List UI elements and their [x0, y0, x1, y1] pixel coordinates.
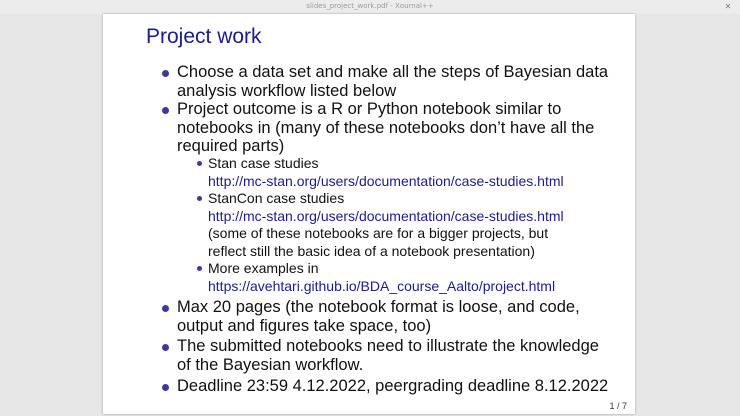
bullet-line: Deadline 23:59 4.12.2022, peergrading deadline 8.12.2022: [177, 377, 609, 395]
stancon-link[interactable]: http://mc-stan.org/users/documentation/case-studies.html: [208, 207, 564, 224]
bullet-item: [177, 298, 580, 335]
sub-bullet-note: reflect still the basic idea of a notebook presentation): [208, 242, 535, 259]
bullet-icon: [162, 70, 169, 77]
bullet-line: notebooks in (many of these notebooks don’t have all the: [177, 118, 595, 137]
sub-bullet-item: [208, 155, 564, 190]
bullet-item: [177, 377, 608, 396]
sub-bullet-label: More examples in: [208, 260, 319, 276]
bullet-item: [177, 337, 599, 374]
bullet-line: analysis workflow listed below: [177, 81, 397, 100]
bullet-line: Max 20 pages (the notebook format is loose, and code,: [177, 298, 580, 316]
window-titlebar: [0, 0, 740, 14]
sub-bullet-icon: [197, 266, 202, 271]
project-examples-link[interactable]: https://avehtari.github.io/BDA_course_Aalto/project.html: [208, 277, 556, 294]
bullet-item: [177, 63, 608, 100]
pdf-page: [103, 14, 635, 414]
sub-bullet-label: StanCon case studies: [208, 190, 345, 206]
bullet-line: Choose a data set and make all the steps of Bayesian data: [177, 63, 609, 81]
document-viewer[interactable]: [0, 14, 740, 416]
sub-bullet-item: [208, 260, 555, 295]
sub-bullet-icon: [197, 161, 202, 166]
case-studies-link[interactable]: http://mc-stan.org/users/documentation/case-studies.html: [208, 172, 564, 189]
bullet-line: Project outcome is a R or Python notebook similar to: [177, 100, 562, 118]
sub-bullet-note: (some of these notebooks are for a bigger projects, but: [208, 225, 549, 241]
slide-title: Project work: [146, 25, 262, 48]
close-icon[interactable]: ✕: [724, 2, 732, 11]
bullet-icon: [162, 384, 169, 391]
bullet-icon: [162, 305, 169, 312]
bullet-item: [177, 100, 594, 156]
sub-bullet-item: [208, 190, 564, 260]
page-indicator: 1 / 7: [609, 401, 627, 411]
bullet-line: output and figures take space, too): [177, 316, 432, 335]
bullet-line: of the Bayesian workflow.: [177, 355, 364, 374]
bullet-icon: [162, 107, 169, 114]
sub-bullet-label: Stan case studies: [208, 155, 319, 171]
sub-bullet-icon: [197, 196, 202, 201]
bullet-line: The submitted notebooks need to illustrate the knowledge: [177, 337, 599, 355]
window-title: slides_project_work.pdf - Xournal++: [306, 2, 434, 10]
slide-content: [103, 14, 635, 414]
bullet-icon: [162, 344, 169, 351]
bullet-line: required parts): [177, 137, 285, 155]
